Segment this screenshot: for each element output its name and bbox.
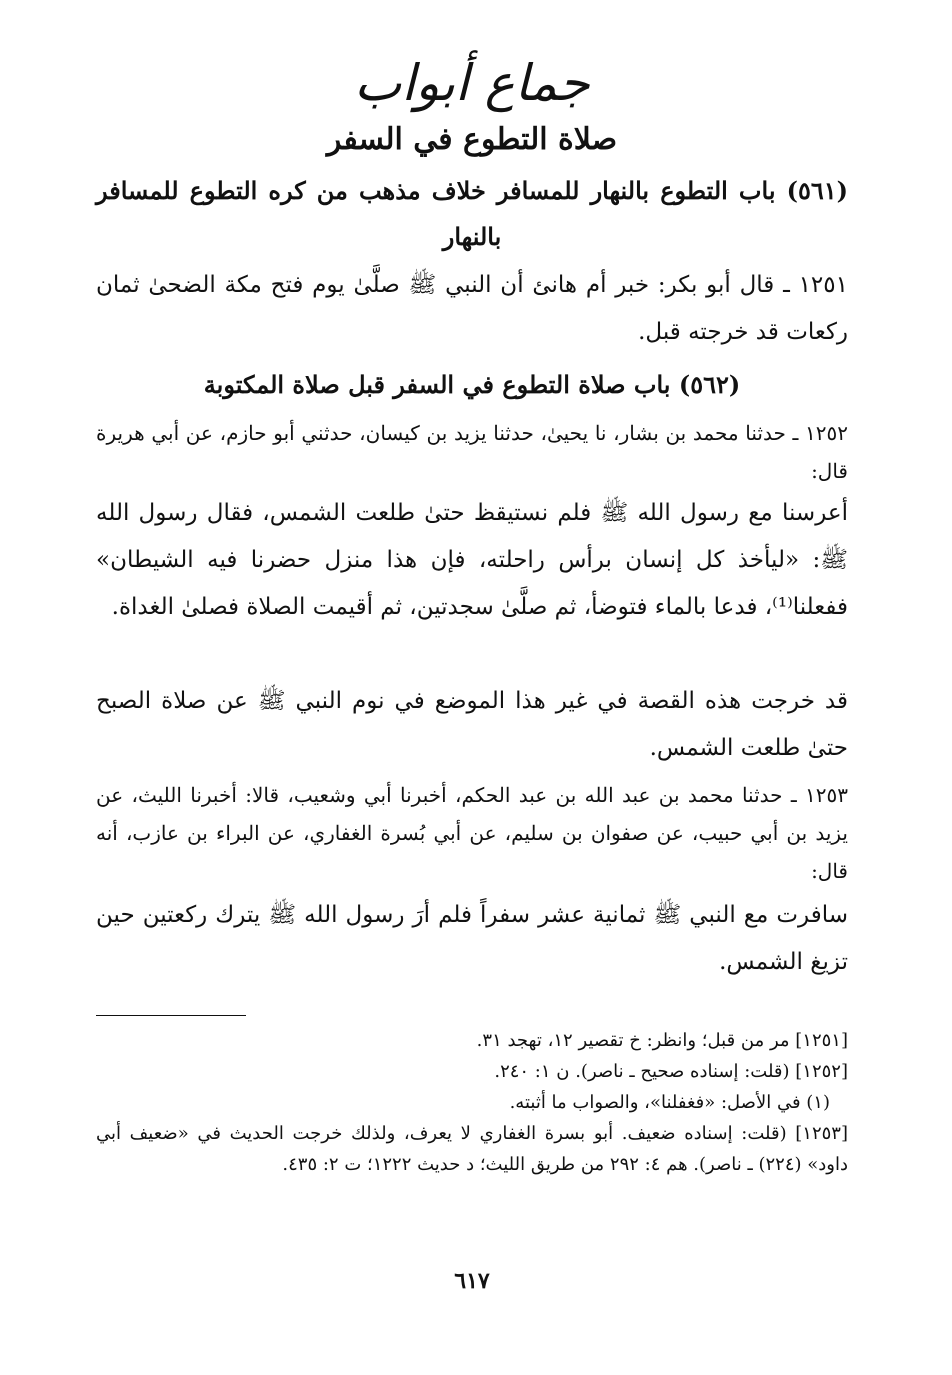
hadith-1252-matn: أعرسنا مع رسول الله ﷺ فلم نستيقظ حتىٰ طلعت الشمس، فقال رسول الله ﷺ: «ليأخذ كل إنسان برأس راحلته، فإن هذا منزل حضرنا فيه الشيطان» ففعلنا⁽¹⁾، فدعا بالماء فتوضأ، ثم صلَّىٰ سجدتين، ثم أقيمت الصلاة فصلىٰ الغداة. [96,500,848,620]
hadith-1251-text: ١٢٥١ ـ قال أبو بكر: خبر أم هانئ أن النبي ﷺ صلَّىٰ يوم فتح مكة الضحىٰ ثمان ركعات قد خرجته قبل. [96,272,848,345]
footnotes [96,1025,848,1180]
hadith-1252-isnad: ١٢٥٢ ـ حدثنا محمد بن بشار، نا يحيىٰ، حدثنا يزيد بن كيسان، حدثني أبو حازم، عن أبي هريرة قال: [96,421,848,483]
page-number: ٦١٧ [454,1268,490,1294]
hadith-1253-matn: سافرت مع النبي ﷺ ثمانية عشر سفراً فلم أرَ رسول الله ﷺ يترك ركعتين حين تزيغ الشمس. [96,902,848,975]
footnote-divider [96,1015,246,1016]
section-title: صلاة التطوع في السفر [326,122,618,157]
hadith-1252-note: قد خرجت هذه القصة في غير هذا الموضع في نوم النبي ﷺ عن صلاة الصبح حتىٰ طلعت الشمس. [96,688,848,761]
footnote-1253: [١٢٥٣] (قلت: إسناده ضعيف. أبو بسرة الغفاري لا يعرف، ولذلك خرجت الحديث في «ضعيف أبي داود» (٢٢٤) ـ ناصر). هم ٤: ٢٩٢ من طريق الليث؛ د حديث ١٢٢٢؛ ت ٢: ٤٣٥. [96,1123,848,1175]
chapter-heading-561: (٥٦١) باب التطوع بالنهار للمسافر خلاف مذهب من كره التطوع للمسافر بالنهار [96,176,848,251]
chapter-heading-562: (٥٦٢) باب صلاة التطوع في السفر قبل صلاة المكتوبة [203,370,741,399]
hadith-1253-isnad: ١٢٥٣ ـ حدثنا محمد بن عبد الله بن عبد الحكم، أخبرنا أبي وشعيب، قالا: أخبرنا الليث، عن يزيد بن أبي حبيب، عن صفوان بن سليم، عن أبي بُسرة الغفاري، عن البراء بن عازب، أنه قال: [96,783,848,883]
footnote-note-1: (١) في الأصل: «فغفلنا»، والصواب ما أثبته. [509,1092,830,1113]
book-page [96,40,848,1340]
calligraphy-title: جماع أبواب [354,54,590,112]
footnote-1252: [١٢٥٢] (قلت: إسناده صحيح ـ ناصر). ن ١: ٢٤٠. [494,1061,848,1082]
footnote-1251: [١٢٥١] مر من قبل؛ وانظر: خ تقصير ١٢، تهجد ٣١. [476,1030,848,1051]
